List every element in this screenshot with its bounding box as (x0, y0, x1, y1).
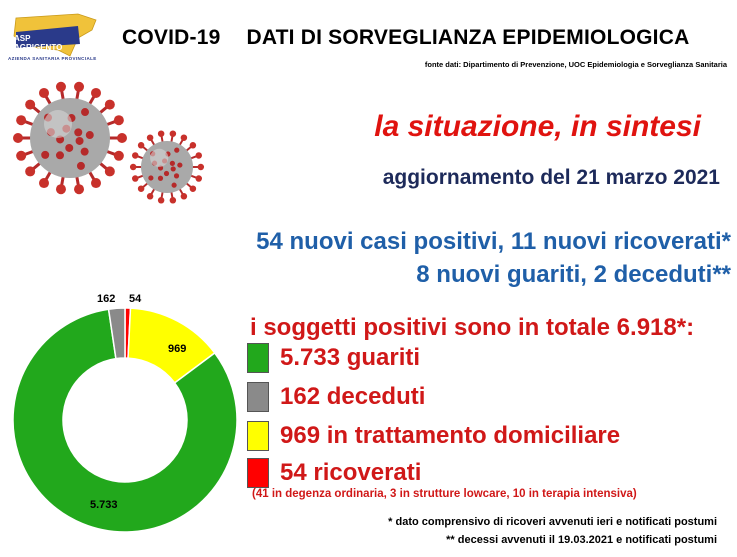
logo-text (14, 34, 62, 52)
donut-chart-svg (0, 290, 245, 540)
data-source: fonte dati: Dipartimento di Prevenzione, UOC Epidemiologia e Sorveglianza Sanitaria (424, 60, 727, 69)
logo-line1: ASP (14, 34, 31, 43)
data-label-trattamento-domiciliare: 969 (168, 343, 187, 355)
ricoverati-detail: (41 in degenza ordinaria, 3 in strutture lowcare, 10 in terapia intensiva) (252, 488, 637, 500)
page-title (122, 26, 689, 50)
legend-label: 54 ricoverati (280, 459, 422, 486)
legend-swatch (247, 421, 269, 451)
legend-swatch (247, 382, 269, 412)
coronavirus-small-icon (128, 128, 206, 206)
footnote-2: ** decessi avvenuti il 19.03.2021 e notificati postumi (446, 534, 717, 546)
data-label-ricoverati: 54 (129, 293, 142, 305)
donut-chart (0, 290, 245, 540)
legend-label: 5.733 guariti (280, 344, 421, 371)
legend-swatch (247, 458, 269, 488)
update-date: aggiornamento del 21 marzo 2021 (382, 166, 720, 189)
legend-swatch (247, 343, 269, 373)
title-part1: COVID-19 (122, 26, 221, 49)
footnote-1: * dato comprensivo di ricoveri avvenuti ieri e notificati postumi (388, 516, 717, 528)
data-label-guariti: 5.733 (90, 499, 118, 511)
summary-title: la situazione, in sintesi (374, 110, 701, 143)
coronavirus-icon (10, 78, 130, 198)
legend-label: 969 in trattamento domiciliare (280, 422, 621, 449)
news-line-2: 8 nuovi guariti, 2 deceduti** (416, 261, 731, 288)
legend-label: 162 deceduti (280, 383, 426, 410)
title-part2: DATI DI SORVEGLIANZA EPIDEMIOLOGICA (246, 26, 690, 49)
logo-line2: AGRIGENTO (14, 43, 63, 52)
news-line-1: 54 nuovi casi positivi, 11 nuovi ricoverati* (256, 228, 731, 255)
total-positives: i soggetti positivi sono in totale 6.918*: (250, 314, 695, 341)
logo-tagline: AZIENDA SANITARIA PROVINCIALE (8, 56, 97, 61)
data-label-deceduti: 162 (97, 293, 116, 305)
